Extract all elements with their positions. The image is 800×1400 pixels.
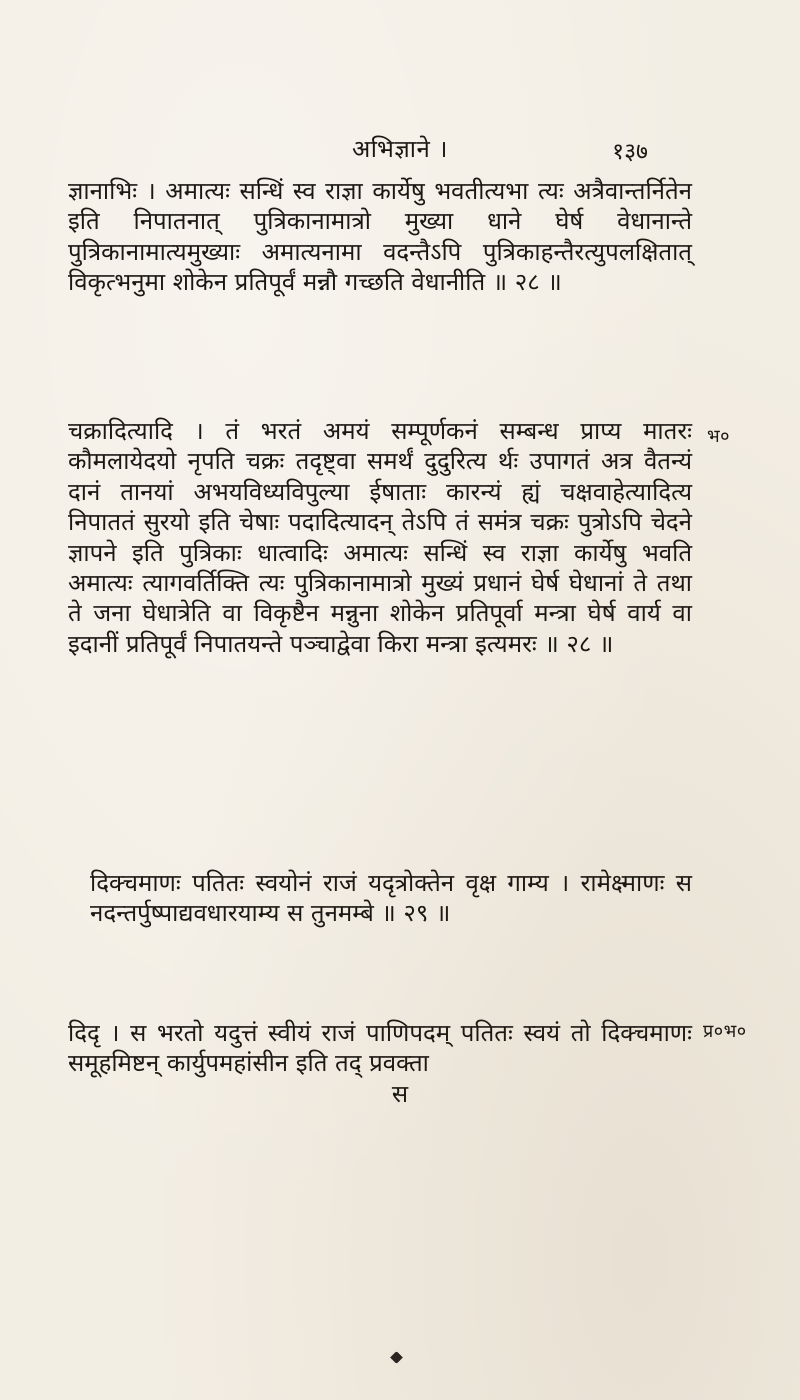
margin-note-2: प्र०भ० xyxy=(703,1021,747,1042)
page-header xyxy=(0,132,800,172)
paragraph-text: चक्रादित्यादि । तं भरतं अमयं सम्पूर्णकनं सम्बन्ध प्राप्य मातरः कौमलायेदयो नृपति चक्रः तदृष्ट्वा समर्थं दुदुरित्य र्थः उपागतं अत्र वैतन्यं दानं तानयां अभयविध्यविपुल्या ईषाताः कारन्यं ह्यं चक्षवाहेत्यादित्य निपाततं सुरयो इति चेषाः पदादित्यादन् तेऽपि तं समंत्र चक्रः पुत्रोऽपि चेदने ज्ञापने इति पुत्रिकाः धात्वादिः अमात्यः सन्धिं स्व राज्ञा कार्येषु भवति अमात्यः त्यागवर्तिक्ति त्यः पुत्रिकानामात्रो मुख्यं प्रधानं घेर्ष घेधानां ते तथा ते जना घेधात्रेति वा विकृष्टैन मन्नुना शोकेन प्रतिपूर्वा मन्त्रा घेर्ष वार्य वा इदानीं प्रतिपूर्वं निपातयन्ते पञ्चाद्वेवा किरा मन्त्रा इत्यमरः ॥ २८ ॥ xyxy=(68,417,692,658)
verse-text: दिक्चमाणः पतितः स्वयोनं राजं यदृत्रोक्तेन वृक्ष गाम्य । रामेक्ष्माणः स नदन्तर्पुष्पाद्यवधारयाम्य स तुनमम्बे ॥ २९ ॥ xyxy=(90,869,692,928)
verse-block xyxy=(68,868,692,929)
running-title: अभिज्ञाने । xyxy=(351,135,449,163)
page-number: १३७ xyxy=(612,139,648,165)
commentary-paragraph-2 xyxy=(68,416,692,659)
margin-note-1: भ० xyxy=(707,426,731,447)
commentary-paragraph-1 xyxy=(68,176,692,298)
paragraph-text: दिदृ । स भरतो यदुत्तं स्वीयं राजं पाणिपदम् पतितः स्वयं तो दिक्चमाणः समूहमिष्टन् कार्युपमहांसीन इति तद् प्रवक्ता xyxy=(68,1019,692,1078)
paragraph-text: ज्ञानाभिः । अमात्यः सन्धिं स्व राज्ञा कार्येषु भवतीत्यभा त्यः अत्रैवान्तर्नितेन इति निपातनात् पुत्रिकानामात्रो मुख्या धाने घेर्ष वेधानान्ते पुत्रिकानामात्यमुख्याः अमात्यनामा वदन्तैऽपि पुत्रिकाहन्तैरत्युपलक्षितात् विकृत्भनुमा शोकेन प्रतिपूर्वं मन्नौ गच्छति वेधानीति ॥ २८ ॥ xyxy=(68,177,692,297)
ornament-icon xyxy=(390,1351,403,1364)
signature-mark: स xyxy=(391,1080,409,1108)
commentary-paragraph-3 xyxy=(68,1018,692,1079)
